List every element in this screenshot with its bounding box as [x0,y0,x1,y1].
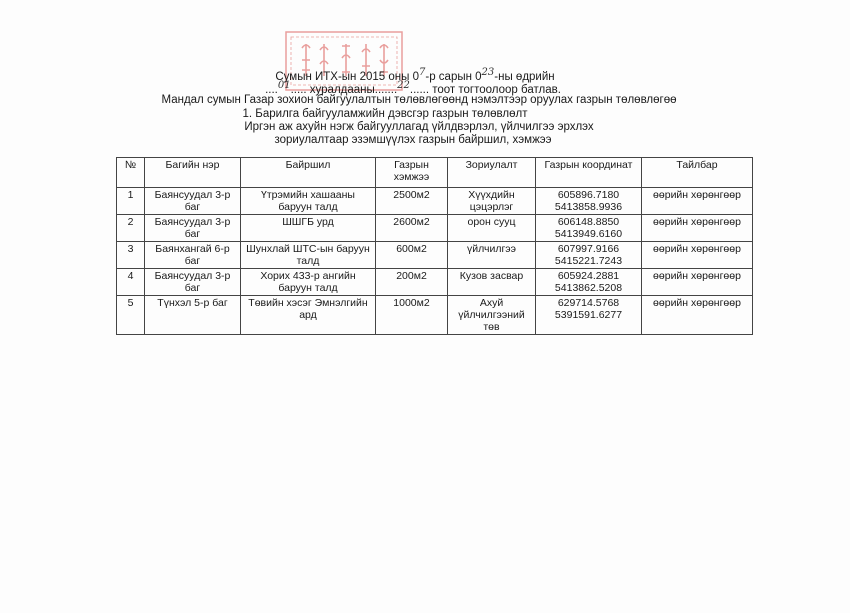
cell-location: Хорих 433-р ангийн баруун талд [241,269,376,296]
cell-purpose: Хүүхдийн цэцэрлэг [448,188,536,215]
table-header-row [117,158,753,188]
header-location: Байршил [241,158,376,188]
cell-num: 1 [117,188,145,215]
cell-bag: Баянсуудал 3-р баг [145,269,241,296]
coord-y: 5391591.6277 [554,309,623,321]
coord-x: 606148.8850 [557,216,620,228]
cell-coords [536,242,642,269]
coord-y: 5413858.9936 [554,201,623,213]
header-area: Газрын хэмжээ [376,158,448,188]
table-row [117,269,753,296]
coord-x: 605924.2881 [557,270,620,282]
cell-num: 4 [117,269,145,296]
cell-purpose: орон сууц [448,215,536,242]
cell-location: Төвийн хэсэг Эмнэлгийн ард [241,296,376,335]
table-row [117,188,753,215]
session-suffix: ...... тоот тогтоолоор батлав. [409,84,561,96]
coord-y: 5413949.6160 [554,228,623,240]
section-heading: 1. Барилга байгууламжийн дэвсгэр газрын төлөвлөлт [242,108,528,120]
cell-purpose: үйлчилгээ [448,242,536,269]
coord-x: 607997.9166 [557,243,620,255]
cell-num: 5 [117,296,145,335]
header-bag: Багийн нэр [145,158,241,188]
header-coords: Газрын координат [536,158,642,188]
coord-y: 5413862.5208 [554,282,623,294]
section-subtitle-2: зориулалтаар эзэмшүүлэх газрын байршил, хэмжээ [274,134,552,146]
document-title: Мандал сумын Газар зохион байгуулалтын төлөвлөгөөнд нэмэлтээр оруулах газрын төлөвлөгөө [161,94,677,106]
header-note: Тайлбар [642,158,753,188]
header-purpose: Зориулалт [448,158,536,188]
handwritten-resolution-number: 22 [397,80,410,91]
cell-bag: Баянсуудал 3-р баг [145,188,241,215]
cell-num: 3 [117,242,145,269]
cell-purpose: Ахуй үйлчилгээний төв [448,296,536,335]
approval-date-suffix: -ны өдрийн [494,71,555,83]
approval-date-mid: -р сарын 0 [425,71,482,83]
cell-bag: Баянхангай 6-р баг [145,242,241,269]
table-row [117,296,753,335]
cell-num: 2 [117,215,145,242]
cell-location: Үтрэмийн хашааны баруун талд [241,188,376,215]
section-subtitle-1: Иргэн аж ахуйн нэгж байгууллагад үйлдвэрлэл, үйлчилгээ эрхлэх [244,121,594,133]
cell-area: 1000м2 [376,296,448,335]
cell-area: 2600м2 [376,215,448,242]
cell-note: өөрийн хөрөнгөөр [642,188,753,215]
cell-area: 200м2 [376,269,448,296]
cell-coords [536,296,642,335]
handwritten-session: 01 [277,80,291,91]
handwritten-day: 23 [481,67,495,78]
cell-coords [536,188,642,215]
coord-y: 5415221.7243 [554,255,623,267]
coord-x: 605896.7180 [557,189,620,201]
header-num: № [117,158,145,188]
cell-bag: Түнхэл 5-р баг [145,296,241,335]
cell-note: өөрийн хөрөнгөөр [642,215,753,242]
cell-bag: Баянсуудал 3-р баг [145,215,241,242]
table-row [117,242,753,269]
cell-coords [536,215,642,242]
coord-x: 629714.5768 [557,297,620,309]
cell-area: 2500м2 [376,188,448,215]
cell-location: ШШГБ урд [241,215,376,242]
cell-note: өөрийн хөрөнгөөр [642,269,753,296]
session-lead-dots: .... [265,84,278,96]
cell-purpose: Кузов засвар [448,269,536,296]
table-row [117,215,753,242]
land-plan-table [116,157,753,335]
cell-location: Шунхлай ШТС-ын баруун талд [241,242,376,269]
cell-coords [536,269,642,296]
handwritten-month: 7 [419,67,426,78]
cell-note: өөрийн хөрөнгөөр [642,296,753,335]
cell-area: 600м2 [376,242,448,269]
approval-date-prefix: Сумын ИТХ-ын 2015 оны 0 [275,71,419,83]
cell-note: өөрийн хөрөнгөөр [642,242,753,269]
session-mid: ..... хуралдааны....... [290,84,398,96]
